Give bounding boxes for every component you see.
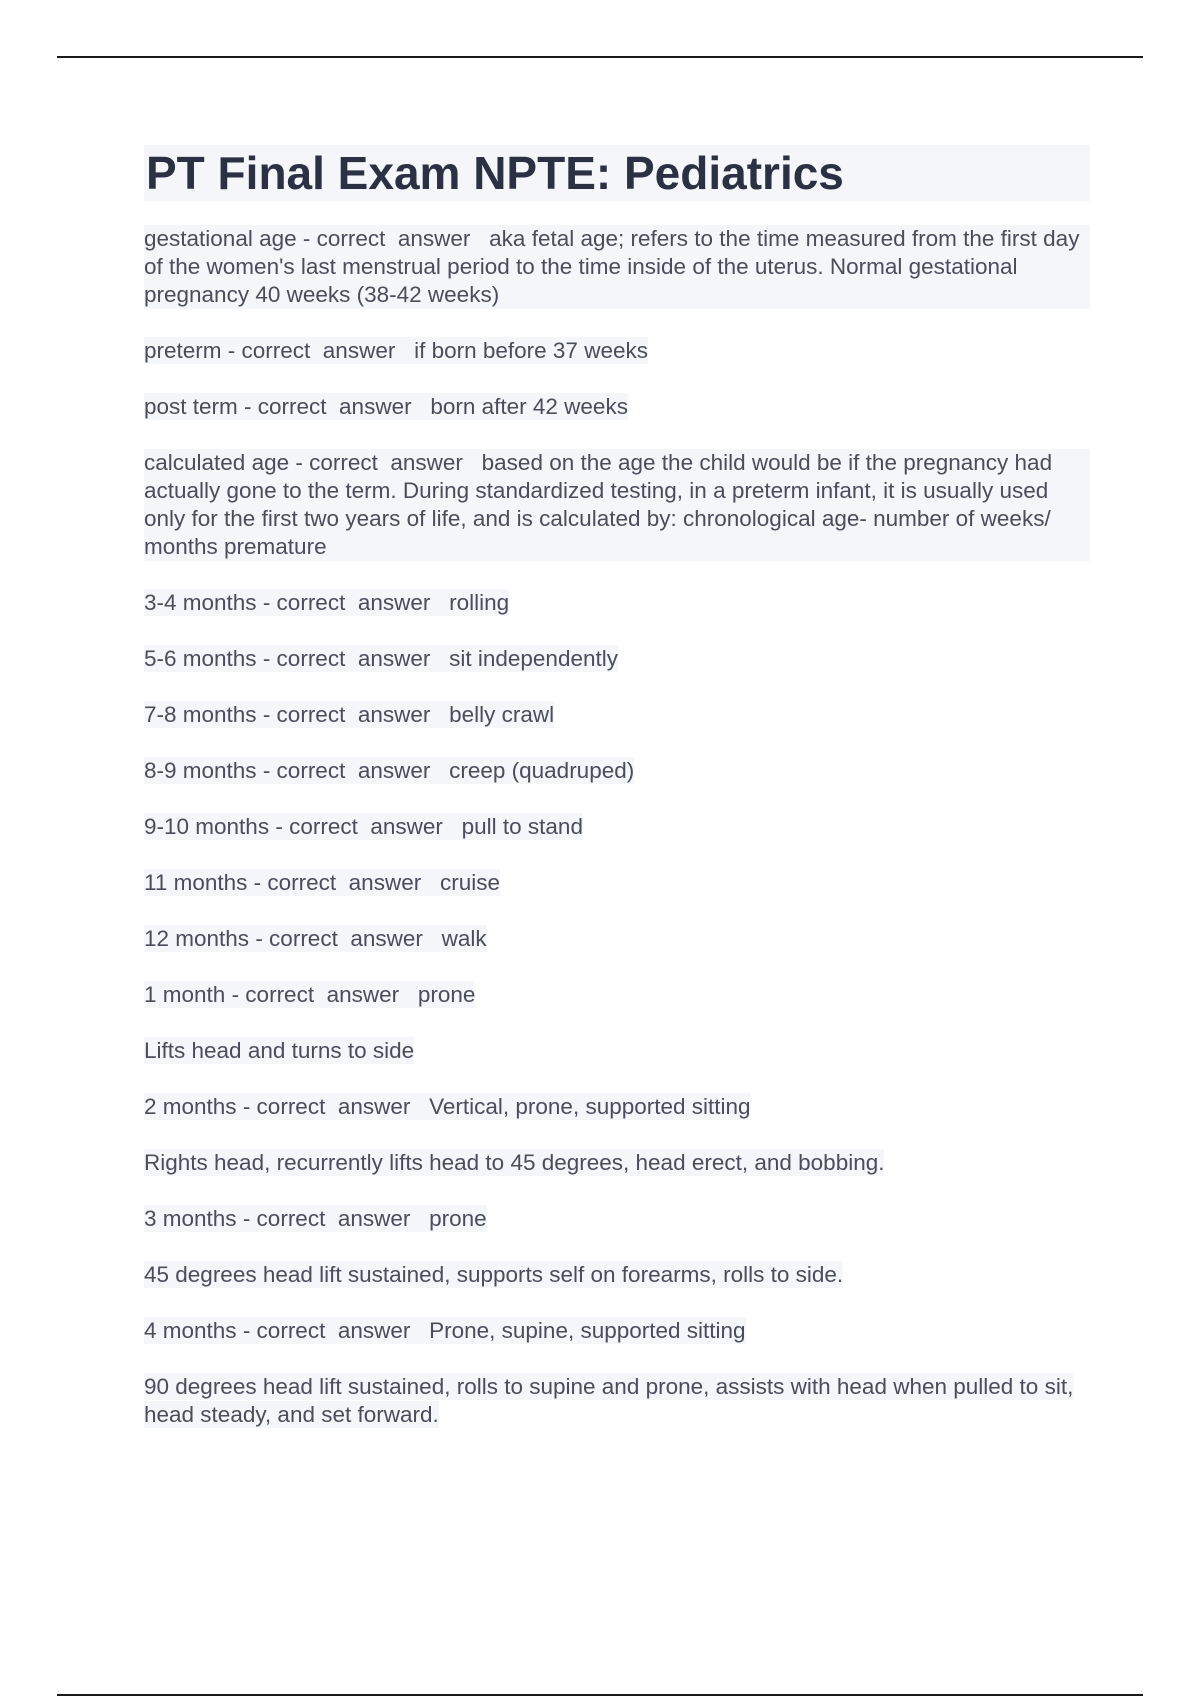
flashcard-entry (144, 589, 1090, 617)
entry-separator: - correct answer (249, 926, 442, 951)
entry-term: 5-6 months (144, 646, 257, 671)
entry-separator: - correct answer (221, 338, 415, 363)
entry-term: 1 month (144, 982, 226, 1007)
flashcard-entry (144, 1093, 1090, 1121)
paragraph-text: Lifts head and turns to side (144, 1038, 415, 1063)
flashcard-entry (144, 393, 1090, 421)
entry-separator: - correct answer (247, 870, 440, 895)
entry-separator: - correct answer (237, 394, 431, 419)
entry-separator: - correct answer (236, 1094, 430, 1119)
entry-term: 3-4 months (144, 590, 257, 615)
paragraph-text: 45 degrees head lift sustained, supports self on forearms, rolls to side. (144, 1262, 844, 1287)
page-title: PT Final Exam NPTE: Pediatrics (144, 145, 1090, 201)
entry-answer: creep (quadruped) (449, 758, 635, 783)
entry-answer: prone (429, 1206, 487, 1231)
entry-answer: belly crawl (449, 702, 555, 727)
text-paragraph (144, 1149, 1090, 1177)
flashcard-entry (144, 981, 1090, 1009)
entry-answer: Prone, supine, supported sitting (429, 1318, 746, 1343)
entry-term: 11 months (144, 870, 248, 895)
header-rule (57, 56, 1143, 58)
flashcard-entry (144, 869, 1090, 897)
flashcard-entry (144, 449, 1090, 561)
entry-separator: - correct answer (289, 450, 482, 475)
entry-separator: - correct answer (256, 646, 450, 671)
text-paragraph (144, 1037, 1090, 1065)
entry-answer: prone (417, 982, 476, 1007)
entry-answer: aka fetal age; refers to the time measured from the first day of the women's last menstrual period to the time inside of the uterus. Normal gestational pregnancy 40 weeks (38-42 weeks) (144, 226, 1080, 307)
entry-answer: rolling (449, 590, 510, 615)
entry-separator: - correct answer (236, 1318, 430, 1343)
entry-answer: cruise (439, 870, 500, 895)
paragraph-text: 90 degrees head lift sustained, rolls to supine and prone, assists with head when pulled to sit, head steady, and set forward. (144, 1374, 1074, 1427)
entry-separator: - correct answer (256, 758, 450, 783)
entry-separator: - correct answer (296, 226, 490, 251)
entry-term: 2 months (144, 1094, 237, 1119)
flashcard-entry (144, 337, 1090, 365)
entry-term: 4 months (144, 1318, 237, 1343)
text-paragraph (144, 1373, 1090, 1429)
paragraph-text: Rights head, recurrently lifts head to 45 degrees, head erect, and bobbing. (144, 1150, 885, 1175)
flashcard-entry (144, 645, 1090, 673)
entry-separator: - correct answer (256, 702, 450, 727)
entry-answer: Vertical, prone, supported sitting (429, 1094, 751, 1119)
entry-separator: - correct answer (269, 814, 462, 839)
entry-separator: - correct answer (236, 1206, 430, 1231)
entry-answer: born after 42 weeks (430, 394, 628, 419)
entry-term: post term (144, 394, 238, 419)
entry-term: 9-10 months (144, 814, 270, 839)
entry-separator: - correct answer (256, 590, 450, 615)
flashcard-entry (144, 1205, 1090, 1233)
entry-term: 7-8 months (144, 702, 257, 727)
entry-term: preterm (144, 338, 222, 363)
entry-answer: walk (441, 926, 487, 951)
document-body (144, 145, 1090, 1457)
flashcard-entry (144, 225, 1090, 309)
entry-answer: sit independently (449, 646, 618, 671)
entry-term: 3 months (144, 1206, 237, 1231)
entry-term: calculated age (144, 450, 290, 475)
text-paragraph (144, 1261, 1090, 1289)
entry-separator: - correct answer (225, 982, 418, 1007)
entry-answer: if born before 37 weeks (414, 338, 648, 363)
entry-answer: pull to stand (461, 814, 583, 839)
entry-answer: based on the age the child would be if the pregnancy had actually gone to the term. During standardized testing, in a preterm infant, it is usually used only for the first two years of life, and is calculated by: chronological age- number of weeks/ months premature (144, 450, 1053, 559)
footer-rule (57, 1694, 1143, 1696)
entry-term: gestational age (144, 226, 297, 251)
entry-term: 12 months (144, 926, 250, 951)
flashcard-entry (144, 925, 1090, 953)
flashcard-entry (144, 757, 1090, 785)
flashcard-entry (144, 813, 1090, 841)
flashcard-entry (144, 701, 1090, 729)
flashcard-entry (144, 1317, 1090, 1345)
entry-term: 8-9 months (144, 758, 257, 783)
